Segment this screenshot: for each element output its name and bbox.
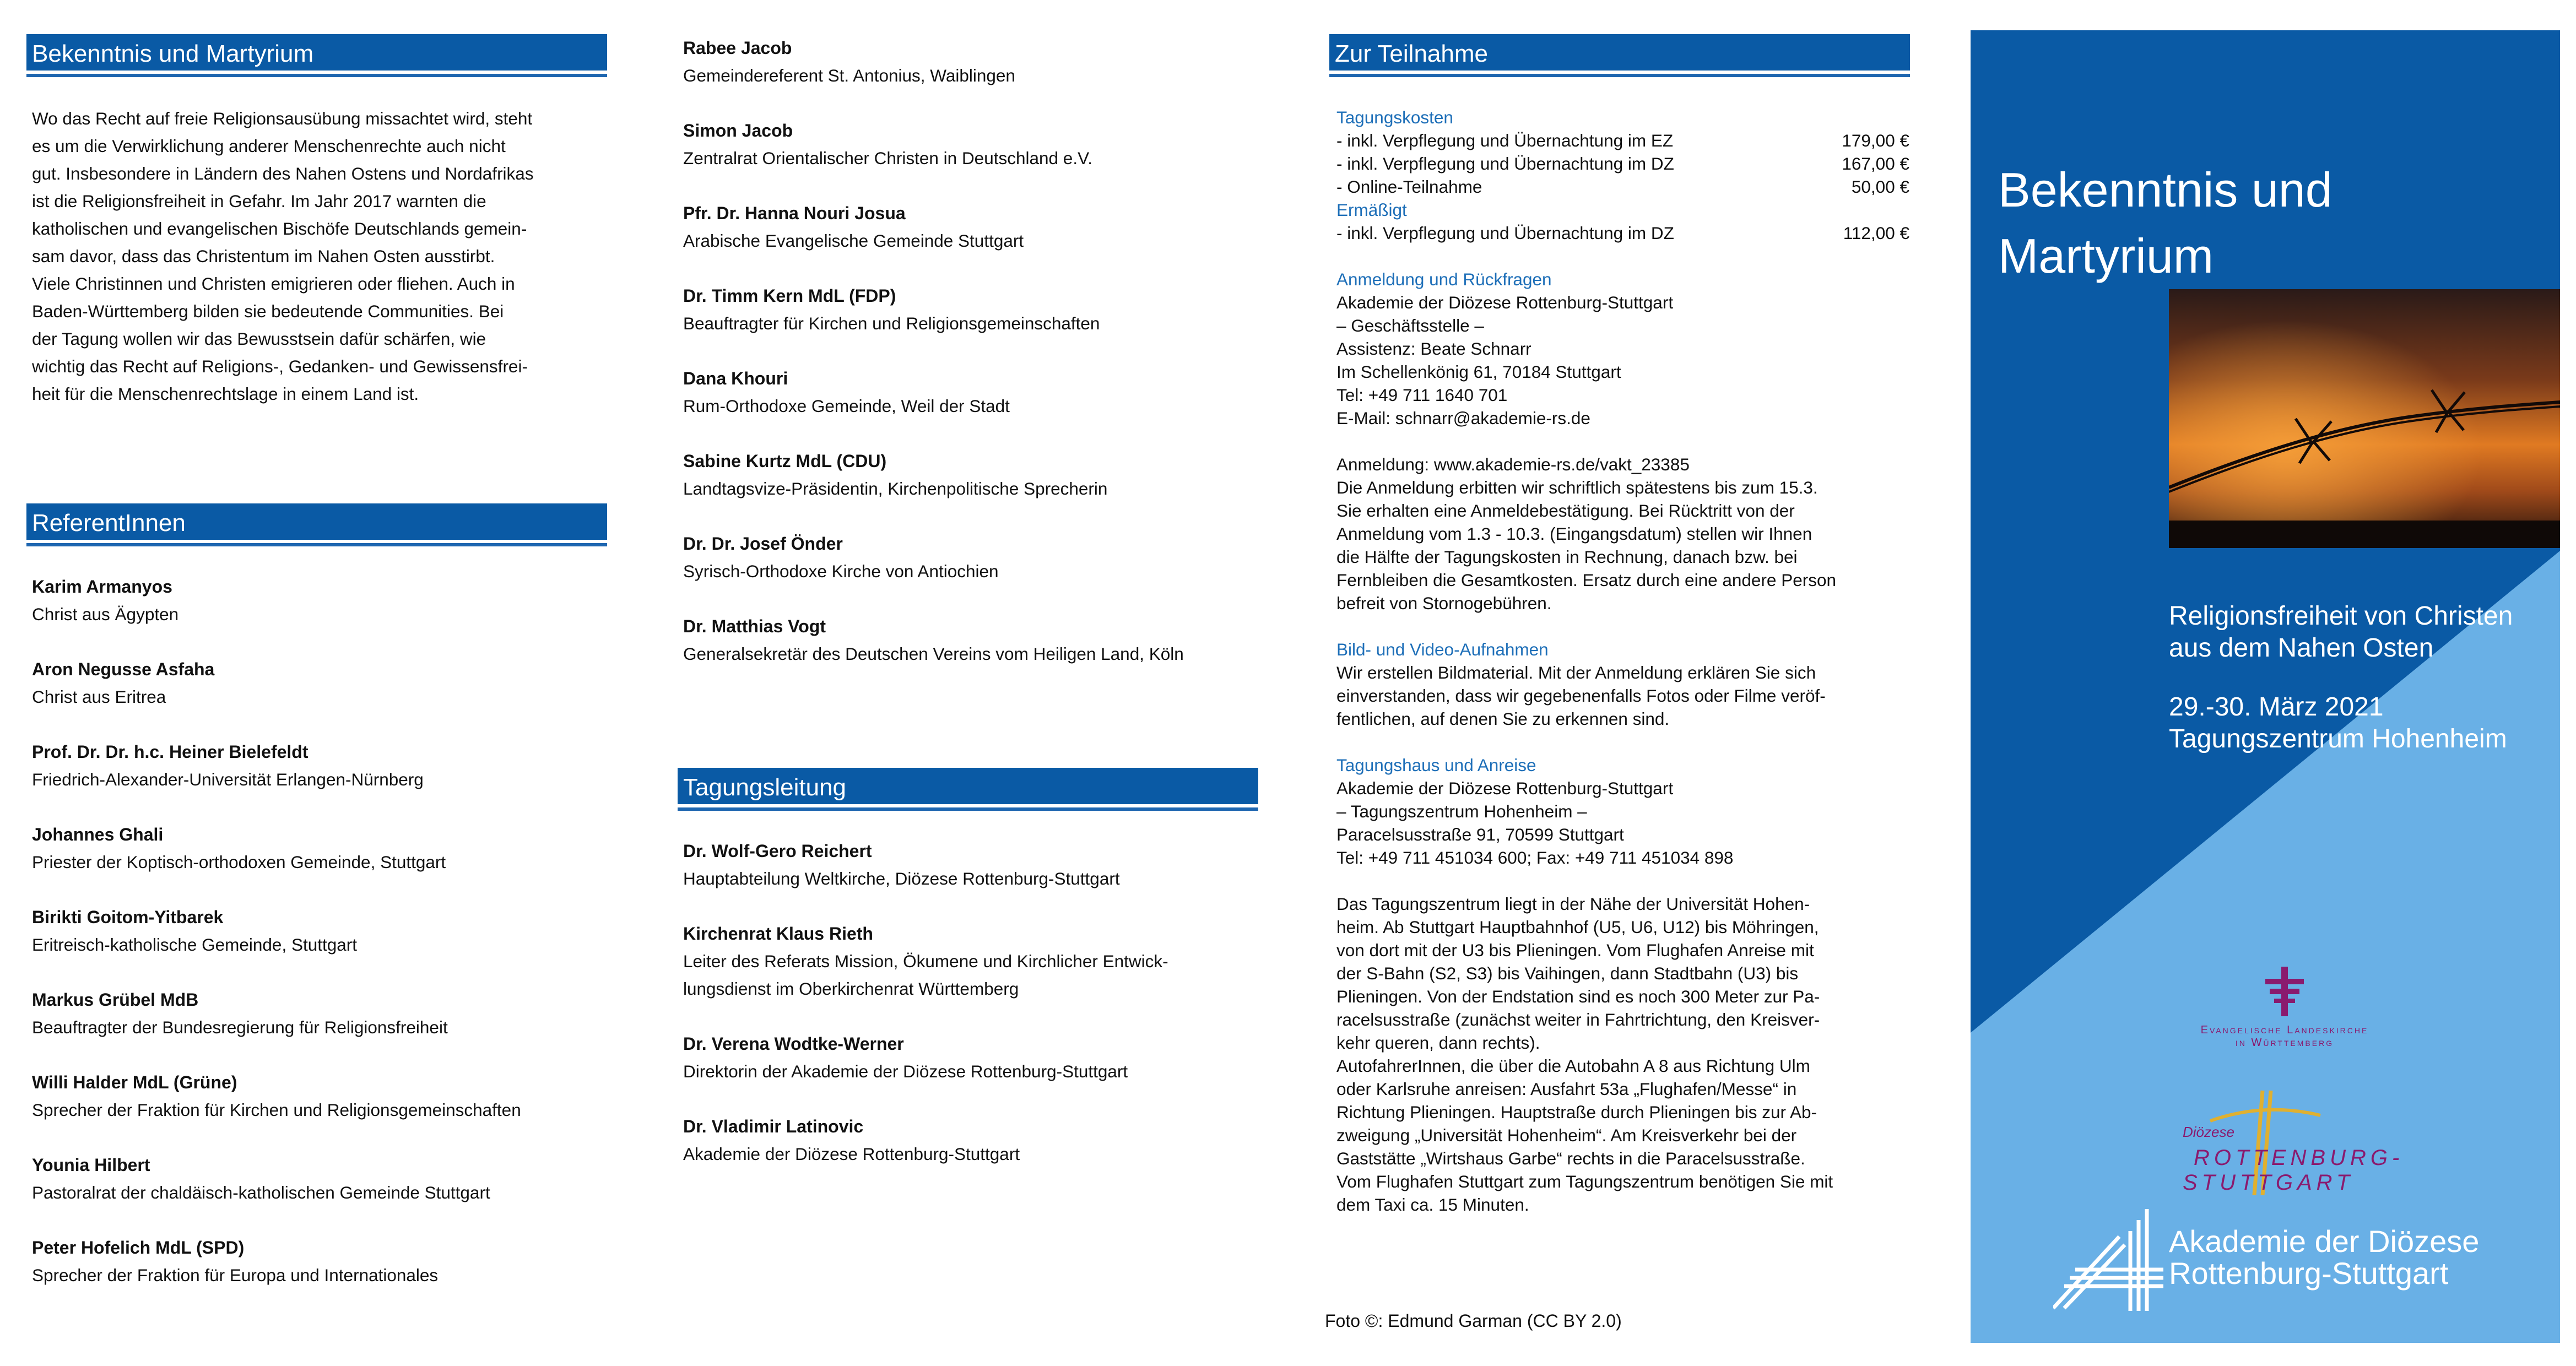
person-name: Peter Hofelich MdL (SPD) [32,1238,245,1257]
person-role: Generalsekretär des Deutschen Vereins vom Heiligen Land, Köln [683,644,1184,664]
akademie-name-line: Akademie der Diözese [2169,1224,2480,1259]
ekw-name-line: in Württemberg [2235,1037,2334,1049]
media-text [1336,661,1909,730]
person-role: Zentralrat Orientalischer Christen in Deutschland e.V. [683,148,1092,168]
drs-logo [2166,1085,2404,1195]
cost-label: - inkl. Verpflegung und Übernachtung im DZ [1336,223,1674,243]
ekw-logo [2158,967,2411,1049]
person-role: Leiter des Referats Mission, Ökumene und Kirchlicher Entwick- [683,951,1168,971]
directions-line: heim. Ab Stuttgart Hauptbahnhof (U5, U6, U12) bis Möhringen, [1336,917,1819,937]
cover-date: 29.-30. März 2021 [2169,692,2384,722]
intro-line: gut. Insbesondere in Ländern des Nahen Ostens und Nordafrikas [32,164,534,183]
person-entry [32,1069,610,1124]
section-title: Zur Teilnahme [1335,40,1488,67]
costs-table [1336,129,1909,198]
registration-line: – Geschäftsstelle – [1336,316,1484,335]
cover-venue: Tagungszentrum Hohenheim [2169,724,2507,754]
photo-credit: Foto ©: Edmund Garman (CC BY 2.0) [1325,1311,1622,1331]
registration-line: Tel: +49 711 1640 701 [1336,385,1508,405]
cost-price: 112,00 € [1843,223,1909,243]
reduced-costs-table [1336,221,1909,245]
person-entry [683,1113,1267,1168]
intro-line: wichtig das Recht auf Religions-, Gedanken- und Gewissensfrei- [32,356,528,376]
person-role: Priester der Koptisch-orthodoxen Gemeinde, Stuttgart [32,852,446,872]
cover-title-line: Martyrium [1998,229,2214,283]
person-name: Dr. Verena Wodtke-Werner [683,1034,904,1054]
registration-line: Akademie der Diözese Rottenburg-Stuttgart [1336,292,1674,312]
cost-label: - Online-Teilnahme [1336,177,1482,197]
intro-text [32,105,610,408]
person-name: Simon Jacob [683,121,793,140]
person-entry [683,199,1267,254]
intro-line: ist die Religionsfreiheit in Gefahr. Im Jahr 2017 warnten die [32,191,486,211]
person-role: lungsdienst im Oberkirchenrat Württemberg [683,979,1019,999]
person-role: Hauptabteilung Weltkirche, Diözese Rottenburg-Stuttgart [683,869,1120,888]
person-role: Beauftragter für Kirchen und Religionsgemeinschaften [683,313,1100,333]
person-name: Pfr. Dr. Hanna Nouri Josua [683,203,906,223]
registration-text-line: Die Anmeldung erbitten wir schriftlich spätestens bis zum 15.3. [1336,478,1818,497]
media-line: Wir erstellen Bildmaterial. Mit der Anmeldung erklären Sie sich [1336,663,1816,682]
intro-line: Wo das Recht auf freie Religionsausübung missachtet wird, steht [32,109,533,128]
person-role: Christ aus Ägypten [32,604,179,624]
person-entry [32,986,610,1041]
speaker-list-continued [683,34,1267,695]
directions-text [1336,892,1909,1216]
reduced-heading: Ermäßigt [1336,200,1407,220]
section-title: ReferentInnen [32,509,186,536]
person-entry [32,903,610,958]
person-name: Johannes Ghali [32,825,164,844]
person-name: Sabine Kurtz MdL (CDU) [683,451,887,471]
cost-row [1336,175,1909,198]
person-name: Birikti Goitom-Yitbarek [32,907,224,927]
person-name: Dr. Vladimir Latinovic [683,1116,864,1136]
cover-subtitle-line: aus dem Nahen Osten [2169,633,2434,663]
section-header-bekenntnis [26,34,607,74]
drs-name-line: ROTTENBURG- [2194,1146,2404,1170]
intro-line: Viele Christinnen und Christen emigrieren oder fliehen. Auch in [32,274,515,294]
directions-line: Vom Flughafen Stuttgart zum Tagungszentrum benötigen Sie mit [1336,1172,1833,1191]
cover-panel [1971,30,2560,1343]
registration-text-line: die Hälfte der Tagungskosten in Rechnung, danach bzw. bei [1336,547,1798,567]
person-entry [32,1234,610,1289]
directions-line: zweigung „Universität Hohenheim“. Am Kreisverkehr bei der [1336,1125,1797,1145]
drs-name-line: STUTTGART [2183,1170,2355,1195]
cost-price: 167,00 € [1842,154,1909,174]
person-entry [683,1030,1267,1085]
ekw-name-line: Evangelische Landeskirche [2200,1024,2369,1036]
media-heading: Bild- und Video-Aufnahmen [1336,639,1549,659]
person-role: Beauftragter der Bundesregierung für Religionsfreiheit [32,1017,448,1037]
directions-line: Gaststätte „Wirtshaus Garbe“ rechts in die Paracelsusstraße. [1336,1148,1805,1168]
cost-label: - inkl. Verpflegung und Übernachtung im EZ [1336,131,1674,150]
person-entry [32,1151,610,1206]
person-entry [32,738,610,793]
person-name: Dr. Matthias Vogt [683,616,826,636]
speaker-list [32,573,610,1316]
registration-text-line: Fernbleiben die Gesamtkosten. Ersatz durch eine andere Person [1336,570,1837,590]
person-role: Pastoralrat der chaldäisch-katholischen Gemeinde Stuttgart [32,1183,490,1202]
section-header-referentinnen [26,503,607,543]
person-entry [683,920,1267,1002]
participation-info [1336,106,1909,1216]
registration-line: Im Schellenkönig 61, 70184 Stuttgart [1336,362,1621,382]
cost-row [1336,129,1909,152]
directions-line: AutofahrerInnen, die über die Autobahn A 8 aus Richtung Ulm [1336,1056,1810,1076]
akademie-logo-icon [2053,1209,2163,1314]
cover-subtitle [2169,600,2513,664]
directions-line: kehr queren, dann rechts). [1336,1033,1540,1053]
person-role: Gemeindereferent St. Antonius, Waiblingen [683,66,1015,85]
registration-text-line: Sie erhalten eine Anmeldebestätigung. Bei Rücktritt von der [1336,501,1795,521]
directions-line: oder Karlsruhe anreisen: Ausfahrt 53a „Flughafen/Messe“ in [1336,1079,1797,1099]
registration-line: Assistenz: Beate Schnarr [1336,339,1531,359]
leader-list [683,837,1267,1195]
person-name: Dana Khouri [683,368,788,388]
person-entry [32,655,610,711]
person-name: Karim Armanyos [32,577,172,597]
cover-title-line: Bekenntnis und [1998,162,2333,217]
person-entry [683,447,1267,502]
drs-small-label: Diözese [2183,1124,2234,1140]
person-name: Dr. Timm Kern MdL (FDP) [683,286,896,306]
person-role: Sprecher der Fraktion für Europa und Internationales [32,1265,439,1285]
cost-price: 50,00 € [1851,177,1909,197]
section-header-teilnahme [1329,34,1910,74]
person-entry [683,282,1267,337]
intro-line: heit für die Menschenrechtslage in einem Land ist. [32,384,419,404]
registration-contact [1336,291,1909,430]
cover-date-venue [2169,691,2507,755]
person-entry [683,837,1267,892]
directions-line: dem Taxi ca. 15 Minuten. [1336,1195,1529,1215]
venue-address [1336,777,1909,869]
person-role: Eritreisch-katholische Gemeinde, Stuttgart [32,935,358,955]
person-name: Willi Halder MdL (Grüne) [32,1072,237,1092]
person-entry [683,117,1267,172]
directions-line: Das Tagungszentrum liegt in der Nähe der Universität Hohen- [1336,894,1810,914]
venue-line: Tel: +49 711 451034 600; Fax: +49 711 451034 898 [1336,848,1734,868]
registration-text-line: Anmeldung vom 1.3 - 10.3. (Eingangsdatum) stellen wir Ihnen [1336,524,1812,544]
cost-label: - inkl. Verpflegung und Übernachtung im DZ [1336,154,1674,174]
person-entry [32,573,610,628]
person-role: Sprecher der Fraktion für Kirchen und Religionsgemeinschaften [32,1100,521,1120]
cover-title [1998,157,2333,289]
intro-line: katholischen und evangelischen Bischöfe Deutschlands gemein- [32,219,527,238]
person-entry [683,34,1267,89]
person-name: Rabee Jacob [683,38,792,58]
venue-heading: Tagungshaus und Anreise [1336,755,1536,775]
barbed-wire-photo [2169,289,2560,548]
person-entry [32,821,610,876]
section-title: Tagungsleitung [683,774,847,801]
directions-line: Richtung Plieningen. Hauptstraße durch Plieningen bis zur Ab- [1336,1102,1817,1122]
person-role: Landtagsvize-Präsidentin, Kirchenpolitische Sprecherin [683,479,1108,498]
person-name: Markus Grübel MdB [32,990,199,1010]
person-name: Younia Hilbert [32,1155,150,1175]
intro-line: es um die Verwirklichung anderer Menschenrechte auch nicht [32,136,506,156]
section-title: Bekenntnis und Martyrium [32,40,314,67]
media-line: fentlichen, auf denen Sie zu erkennen sind. [1336,709,1670,729]
person-entry [683,530,1267,585]
cost-row [1336,152,1909,175]
directions-line: racelsusstraße (zunächst weiter in Fahrtrichtung, den Kreisver- [1336,1010,1820,1029]
person-role: Friedrich-Alexander-Universität Erlangen-Nürnberg [32,769,424,789]
registration-text [1336,453,1909,615]
person-role: Rum-Orthodoxe Gemeinde, Weil der Stadt [683,396,1010,416]
registration-heading: Anmeldung und Rückfragen [1336,269,1552,289]
directions-line: Plieningen. Von der Endstation sind es noch 300 Meter zur Pa- [1336,986,1820,1006]
directions-line: der S-Bahn (S2, S3) bis Vaihingen, dann Stadtbahn (U3) bis [1336,963,1799,983]
person-name: Dr. Wolf-Gero Reichert [683,841,872,861]
costs-heading: Tagungskosten [1336,107,1453,127]
venue-line: Paracelsusstraße 91, 70599 Stuttgart [1336,825,1624,844]
cost-price: 179,00 € [1842,131,1909,150]
cover-subtitle-line: Religionsfreiheit von Christen [2169,601,2513,631]
intro-line: Baden-Württemberg bilden sie bedeutende Communities. Bei [32,301,504,321]
registration-line: E-Mail: schnarr@akademie-rs.de [1336,408,1590,428]
person-name: Prof. Dr. Dr. h.c. Heiner Bielefeldt [32,742,309,762]
registration-text-line: befreit von Stornogebühren. [1336,593,1552,613]
intro-line: der Tagung wollen wir das Bewusstsein dafür schärfen, wie [32,329,486,349]
venue-line: – Tagungszentrum Hohenheim – [1336,801,1587,821]
person-role: Arabische Evangelische Gemeinde Stuttgart [683,231,1024,251]
akademie-name-line: Rottenburg-Stuttgart [2169,1256,2449,1291]
person-name: Dr. Dr. Josef Önder [683,534,843,554]
ekw-cross-icon [2265,967,2304,1016]
directions-line: von dort mit der U3 bis Plieningen. Vom Flughafen Anreise mit [1336,940,1814,960]
person-entry [683,365,1267,420]
venue-line: Akademie der Diözese Rottenburg-Stuttgart [1336,778,1674,798]
registration-text-line: Anmeldung: www.akademie-rs.de/vakt_23385 [1336,454,1690,474]
person-role: Direktorin der Akademie der Diözese Rottenburg-Stuttgart [683,1061,1128,1081]
akademie-name [2169,1226,2479,1289]
person-name: Aron Negusse Asfaha [32,659,215,679]
person-role: Akademie der Diözese Rottenburg-Stuttgart [683,1144,1020,1164]
person-name: Kirchenrat Klaus Rieth [683,924,873,944]
person-role: Christ aus Eritrea [32,687,166,707]
intro-line: sam davor, dass das Christentum im Nahen Osten ausstirbt. [32,246,495,266]
media-line: einverstanden, dass wir gegebenenfalls Fotos oder Filme veröf- [1336,686,1826,706]
section-header-tagungsleitung [678,768,1258,807]
person-role: Syrisch-Orthodoxe Kirche von Antiochien [683,561,999,581]
cost-row [1336,221,1909,245]
person-entry [683,612,1267,668]
